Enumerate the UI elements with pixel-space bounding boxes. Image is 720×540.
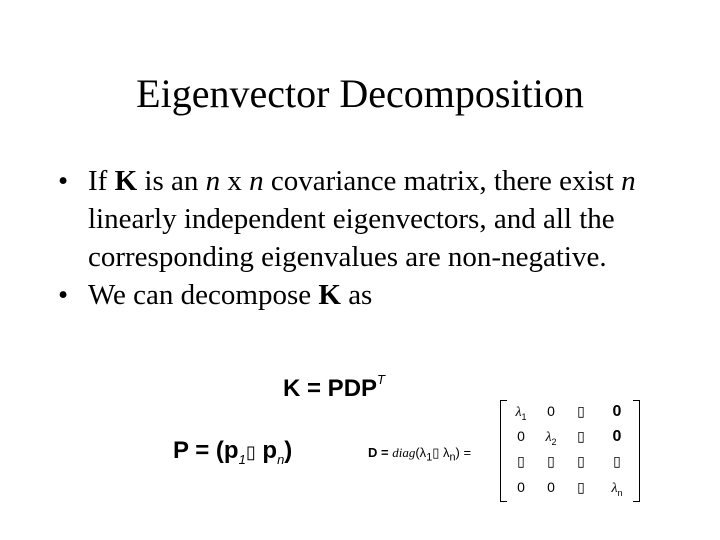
bullet2-text: as [340,279,373,311]
matrix-cell: 0 [547,403,555,419]
matrix-cell: ▯ [547,453,555,469]
matrix-cell: 0 [517,428,525,444]
transpose-superscript: T [377,372,385,387]
equation-text: D = [368,445,393,460]
matrix-cell: ▯ [517,453,525,469]
subscript: 1 [426,451,433,464]
equation-text: ) [284,437,293,464]
bullet-item-1 [58,162,678,276]
equation-text: ) = [455,445,472,460]
subscript: n [449,451,456,464]
variable-n: n [621,165,636,197]
diag-function: diag [392,445,416,460]
equation-p-definition [173,437,292,467]
missing-glyph: ▯ [432,445,440,460]
matrix-cell: ▯ [577,479,585,495]
matrix-cell: 0 [612,428,622,445]
matrix-k: K [114,165,138,197]
matrix-cell: 0 [517,479,525,495]
equation-text: p [262,437,278,464]
subscript: 1 [238,451,246,467]
bullet-item-2 [58,276,678,314]
equation-d-definition [368,445,471,464]
equation-text: K = PDP [283,375,378,402]
matrix-cell: 0 [547,479,555,495]
bullet1-text: If [88,165,115,197]
matrix-cell: ▯ [577,453,585,469]
variable-n: n [205,165,221,197]
matrix-cell: $\lambda_2$ [545,430,557,447]
slide-title: Eigenvector Decomposition [136,71,584,116]
equation-text: λ [443,445,450,460]
diagonal-matrix [500,400,640,502]
bullet1-text: is an [137,165,206,197]
missing-glyph: ▯ [245,442,256,462]
bullet-symbol: • [58,279,69,311]
bullet1-text: x [220,165,250,197]
matrix-k: K [318,279,341,311]
matrix-cell: 0 [612,403,622,420]
subscript: n [277,451,285,467]
matrix-cell: ▯ [577,428,585,444]
matrix-cell: $\lambda_1$ [515,405,527,422]
equation-k-decomposition [283,372,385,403]
bullet-list [58,162,678,314]
matrix-cell: ▯ [613,453,621,469]
bullet-symbol: • [58,165,69,197]
matrix-cell: ▯ [577,403,585,419]
bullet2-text: We can decompose [88,279,319,311]
equation-text: P = (p [173,437,239,464]
right-bracket [633,400,640,502]
equation-text: (λ [415,445,427,460]
matrix-cell: $\lambda_n$ [611,481,623,498]
bullet1-text: covariance matrix, there exist [263,165,622,197]
variable-n: n [249,165,264,197]
bullet1-text: linearly independent eigenvectors, and all the corresponding eigenvalues are non-negative. [88,203,615,273]
